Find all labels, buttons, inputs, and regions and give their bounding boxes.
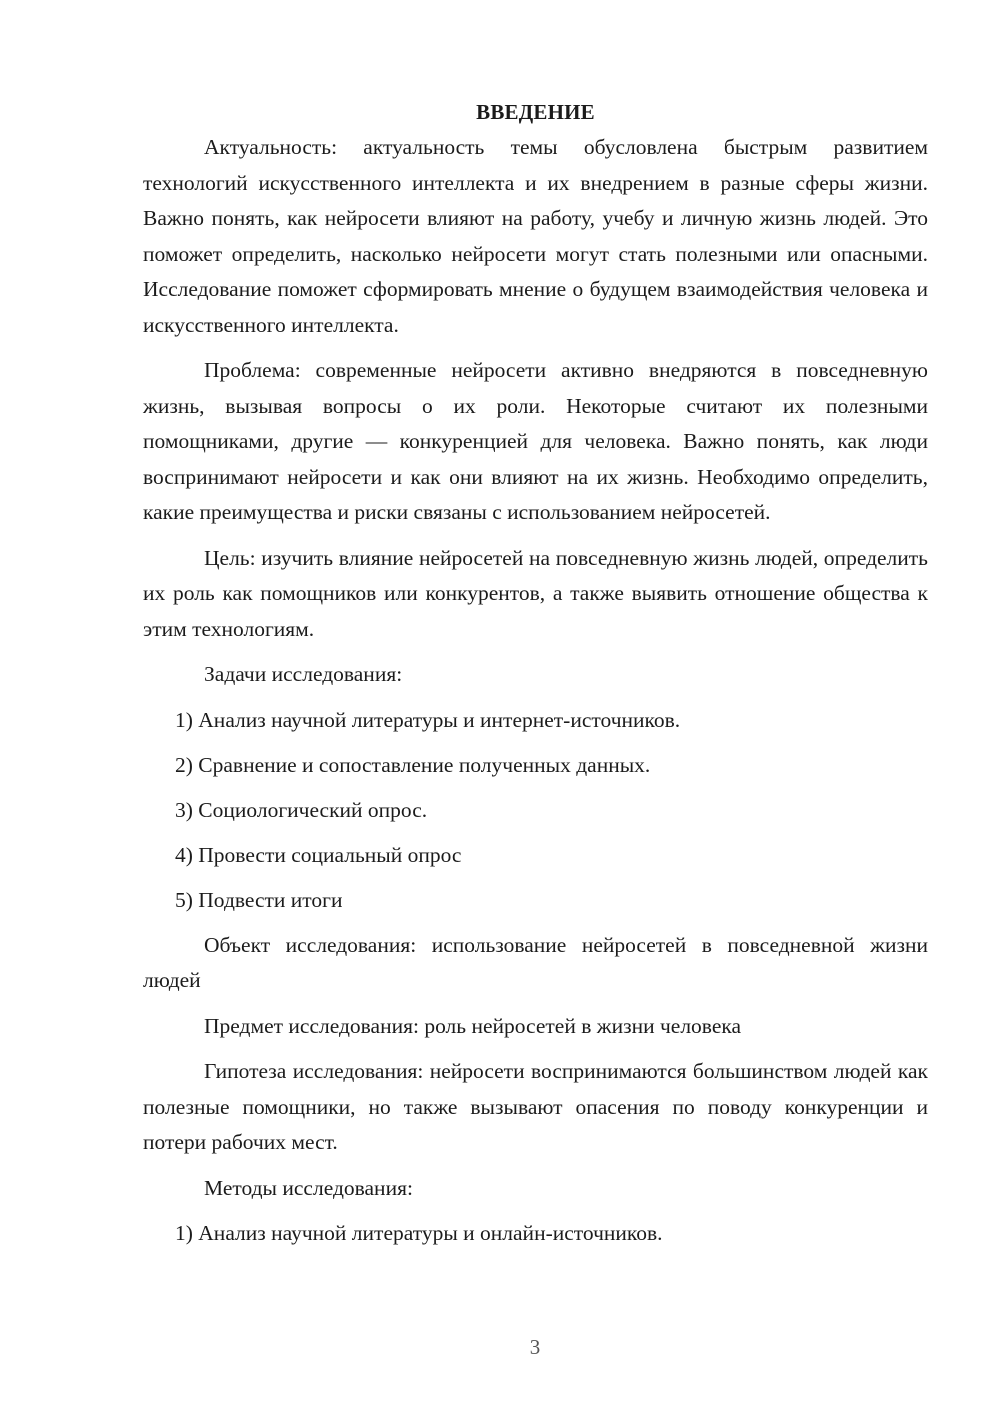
page-number: 3 — [529, 1335, 541, 1359]
method-item: 1) Анализ научной литературы и онлайн-источников. — [175, 1221, 663, 1245]
task-item: 2) Сравнение и сопоставление полученных данных. — [175, 752, 651, 777]
task-item: 4) Провести социальный опрос — [175, 842, 462, 867]
problem-paragraph: Проблема: современные нейросети активно внедряются в повседневную жизнь, вызывая вопросы о их роли. Некоторые считают их полезными помощниками, другие — конкуренцией для человека. Важно понять, как люди воспринимают нейросети и как они влияют на их жизнь. Необходимо определить, какие преимущества и риски связаны с использованием нейросетей. — [143, 358, 928, 524]
section-heading: ВВЕДЕНИЕ — [476, 100, 595, 124]
object-paragraph: Объект исследования: использование нейросетей в повседневной жизни людей — [143, 932, 928, 992]
subject-paragraph: Предмет исследования: роль нейросетей в жизни человека — [204, 1013, 742, 1038]
document-page — [143, 96, 928, 1261]
tasks-title: Задачи исследования: — [204, 662, 403, 686]
task-item: 3) Социологический опрос. — [175, 797, 428, 822]
task-item: 1) Анализ научной литературы и интернет-источников. — [175, 707, 681, 732]
hypothesis-paragraph: Гипотеза исследования: нейросети воспринимаются большинством людей как полезные помощники, но также вызывают опасения по поводу конкуренции и потери рабочих мест. — [143, 1059, 928, 1154]
methods-title: Методы исследования: — [204, 1175, 413, 1200]
task-item: 5) Подвести итоги — [175, 887, 343, 912]
relevance-paragraph: Актуальность: актуальность темы обусловлена быстрым развитием технологий искусственного интеллекта и их внедрением в разные сферы жизни. Важно понять, как нейросети влияют на работу, учебу и личную жизнь людей. Это поможет определить, насколько нейросети могут стать полезными или опасными. Исследование поможет сформировать мнение о будущем взаимодействия человека и искусственного интеллекта. — [143, 135, 928, 337]
goal-paragraph: Цель: изучить влияние нейросетей на повседневную жизнь людей, определить их роль как помощников или конкурентов, а также выявить отношение общества к этим технологиям. — [143, 545, 928, 641]
